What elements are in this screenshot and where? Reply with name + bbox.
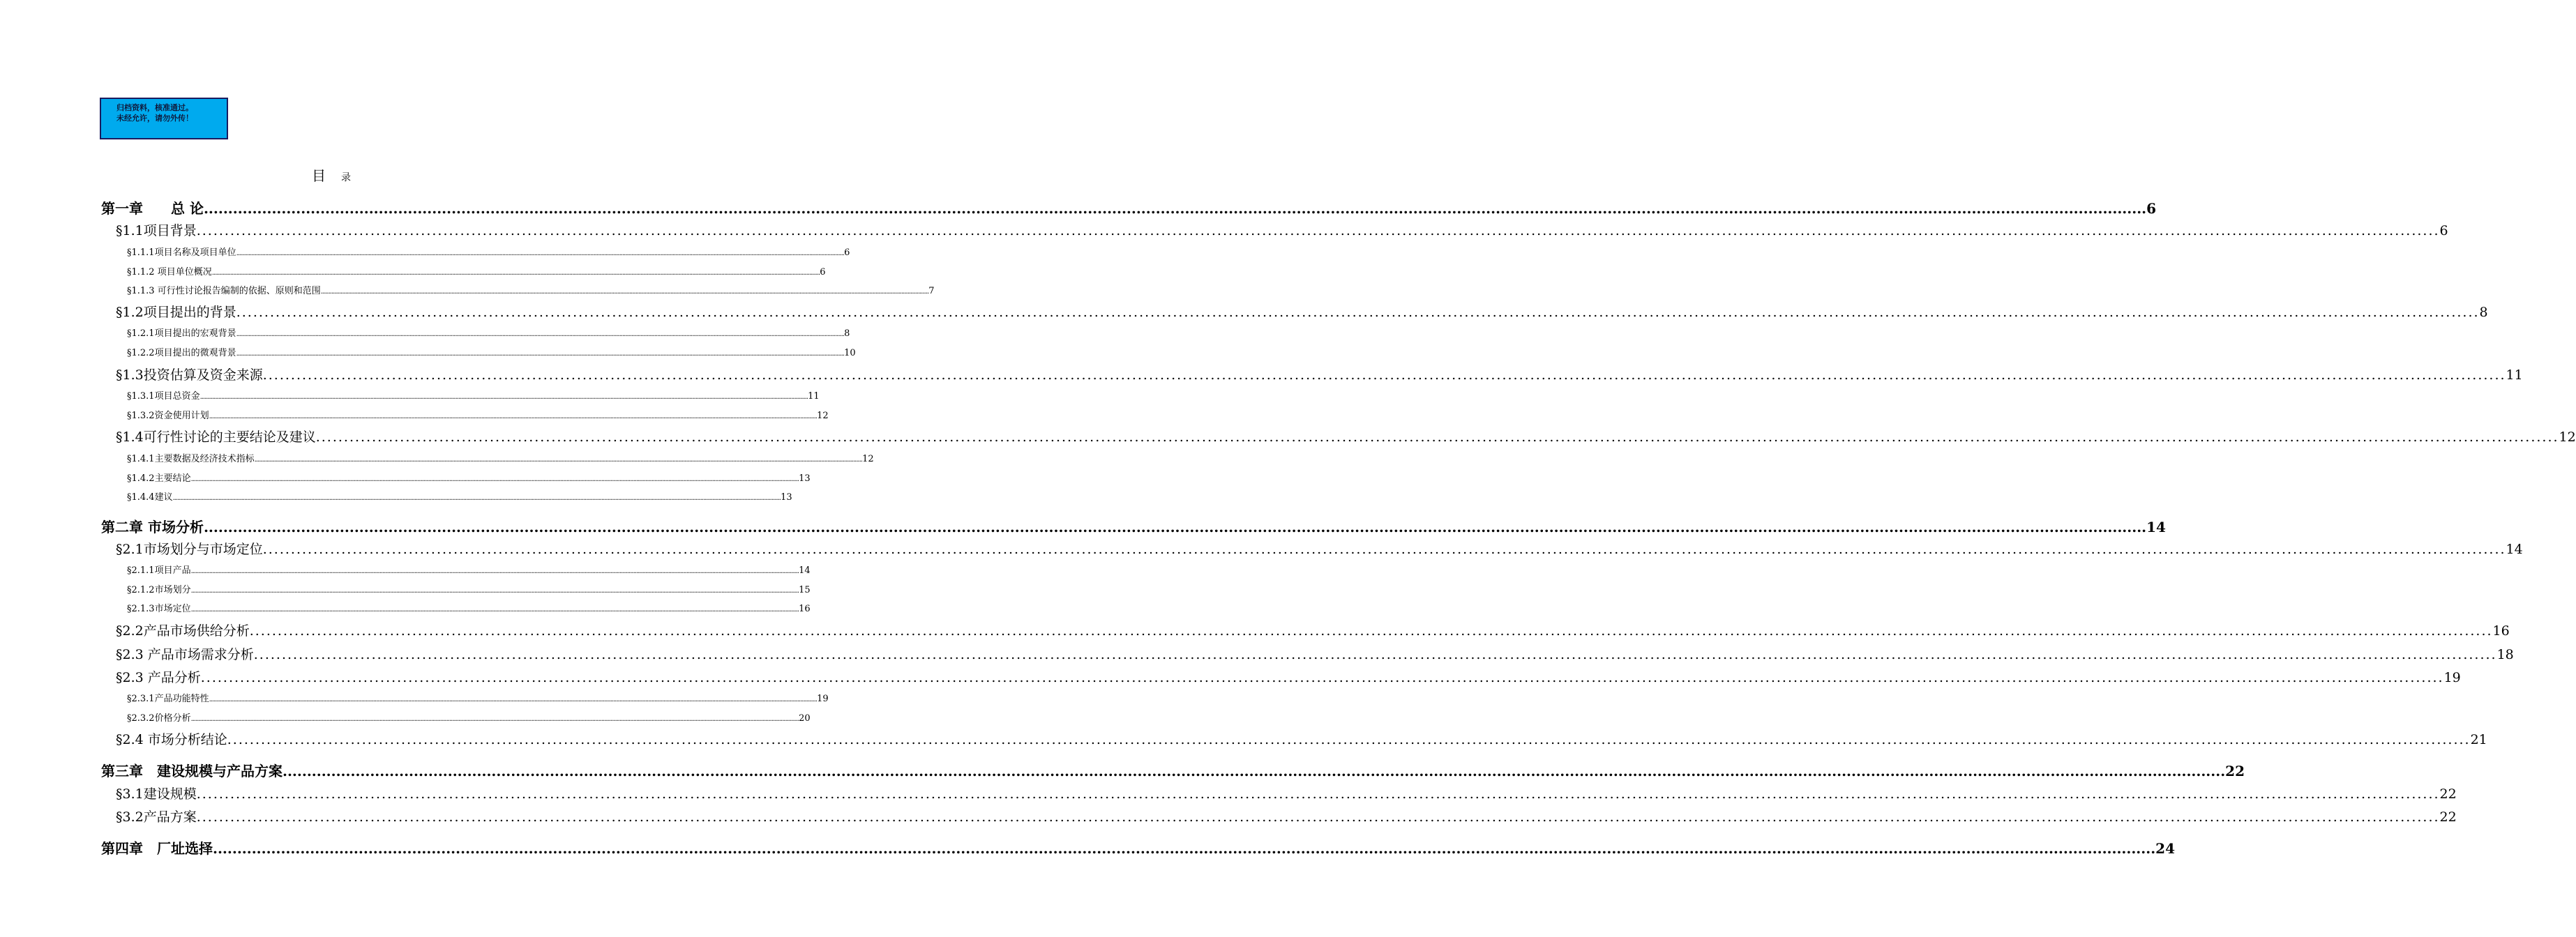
toc-entry-title: §1.3.2资金使用计划 — [127, 411, 209, 421]
toc-page-number: 12 — [817, 411, 829, 421]
toc-entry-title: §2.3.2价格分析 — [127, 713, 191, 724]
toc-dot-leader: ................................................................................................................................................................................................................................................................................................................................................................................................................ — [236, 330, 845, 338]
toc-dot-leader: ................................................................................................................................................................................................................................................................................................................................................................................................................ — [203, 519, 2147, 535]
toc-entry-title: §2.1.3市场定位 — [127, 604, 191, 614]
toc-entry-section[interactable] — [116, 539, 2523, 558]
toc-entry-sub[interactable] — [127, 326, 850, 339]
toc-dot-leader: ................................................................................................................................................................................................................................................................................................................................................................................................................ — [236, 250, 845, 257]
toc-dot-leader: ................................................................................................................................................................................................................................................................................................................................................................................................................ — [236, 350, 845, 358]
toc-dot-leader: ................................................................................................................................................................................................................................................................................................................................................................................................................ — [236, 305, 2480, 320]
toc-entry-title: §1.1.3 可行性讨论报告编制的依据、原则和范围 — [127, 286, 321, 296]
stamp-line-2: 未经允许，请勿外传！ — [116, 114, 193, 123]
toc-entry-section[interactable] — [116, 620, 2510, 639]
toc-title-char-1: 目 — [312, 167, 326, 184]
toc-entry-section[interactable] — [116, 302, 2488, 321]
toc-entry-title: §1.2.1项目提出的宏观背景 — [127, 328, 236, 339]
toc-page-number: 13 — [799, 473, 811, 484]
toc-entry-chapter[interactable] — [101, 837, 2175, 858]
toc-page-number: 11 — [808, 391, 820, 402]
toc-page-number: 6 — [820, 267, 826, 277]
toc-entry-sub[interactable] — [127, 388, 820, 402]
toc-title-char-2: 录 — [341, 172, 351, 183]
toc-entry-sub[interactable] — [127, 563, 811, 576]
toc-entry-title: §1.4可行性讨论的主要结论及建议 — [116, 429, 316, 445]
toc-entry-chapter[interactable] — [101, 197, 2157, 218]
toc-entry-title: §2.1.2市场划分 — [127, 585, 191, 595]
toc-dot-leader: ................................................................................................................................................................................................................................................................................................................................................................................................................ — [190, 606, 799, 614]
toc-dot-leader: ................................................................................................................................................................................................................................................................................................................................................................................................................ — [196, 809, 2440, 825]
toc-entry-sub[interactable] — [127, 245, 850, 258]
toc-entry-title: §1.1.2 项目单位概况 — [127, 267, 212, 277]
toc-entry-title: §1.2项目提出的背景 — [116, 305, 236, 320]
toc-dot-leader: ................................................................................................................................................................................................................................................................................................................................................................................................................ — [249, 623, 2493, 639]
toc-page-number: 12 — [862, 454, 874, 464]
toc-page-number: 6 — [844, 247, 850, 258]
toc-entry-title: §2.2产品市场供给分析 — [116, 623, 250, 639]
toc-entry-title: §2.4 市场分析结论 — [116, 732, 227, 747]
toc-dot-leader: ................................................................................................................................................................................................................................................................................................................................................................................................................ — [209, 696, 818, 703]
toc-entry-title: §2.3 产品分析 — [116, 670, 201, 685]
toc-entry-sub[interactable] — [127, 345, 856, 358]
toc-dot-leader: ................................................................................................................................................................................................................................................................................................................................................................................................................ — [262, 367, 2506, 383]
toc-dot-leader: ................................................................................................................................................................................................................................................................................................................................................................................................................ — [203, 200, 2147, 217]
toc-entry-title: §2.1市场划分与市场定位 — [116, 542, 263, 557]
toc-dot-leader: ................................................................................................................................................................................................................................................................................................................................................................................................................ — [190, 587, 799, 595]
toc-page-number: 21 — [2470, 732, 2487, 747]
toc-entry-section[interactable] — [116, 427, 2576, 445]
toc-entry-section[interactable] — [116, 220, 2448, 239]
toc-entry-sub[interactable] — [127, 710, 811, 724]
toc-entry-section[interactable] — [116, 784, 2457, 802]
toc-dot-leader: ................................................................................................................................................................................................................................................................................................................................................................................................................ — [253, 647, 2497, 662]
toc-entry-sub[interactable] — [127, 408, 829, 421]
toc-entry-title: 第三章 建设规模与产品方案 — [101, 763, 283, 779]
toc-entry-title: §1.1.1项目名称及项目单位 — [127, 247, 236, 258]
toc-entry-section[interactable] — [116, 807, 2457, 825]
toc-dot-leader: ................................................................................................................................................................................................................................................................................................................................................................................................................ — [283, 763, 2226, 779]
toc-entry-title: §2.3 产品市场需求分析 — [116, 647, 254, 662]
toc-page-number: 8 — [844, 328, 850, 339]
toc-page-number: 14 — [2146, 519, 2166, 535]
toc-entry-title: 第四章 厂址选择 — [101, 840, 213, 857]
toc-entry-title: §1.4.1主要数据及经济技术指标 — [127, 454, 255, 464]
toc-page-number: 12 — [2559, 429, 2576, 445]
toc-dot-leader: ................................................................................................................................................................................................................................................................................................................................................................................................................ — [315, 429, 2559, 445]
toc-entry-sub[interactable] — [127, 691, 829, 704]
stamp-line-1: 归档资料，核准通过。 — [116, 103, 193, 112]
toc-entry-title: §1.1项目背景 — [116, 223, 197, 238]
toc-dot-leader: ................................................................................................................................................................................................................................................................................................................................................................................................................ — [172, 494, 781, 502]
toc-dot-leader: ................................................................................................................................................................................................................................................................................................................................................................................................................ — [211, 269, 820, 277]
toc-dot-leader: ................................................................................................................................................................................................................................................................................................................................................................................................................ — [199, 393, 808, 401]
toc-entry-sub[interactable] — [127, 264, 826, 277]
toc-entry-chapter[interactable] — [101, 760, 2245, 780]
toc-entry-sub[interactable] — [127, 471, 811, 484]
toc-entry-section[interactable] — [116, 729, 2487, 748]
toc-page-number: 14 — [799, 565, 811, 576]
toc-page-number: 15 — [799, 585, 811, 595]
toc-entry-title: §3.1建设规模 — [116, 786, 197, 802]
toc-page-number: 16 — [2492, 623, 2510, 639]
toc-page-number: 20 — [799, 713, 811, 724]
toc-entry-sub[interactable] — [127, 489, 792, 503]
toc-entry-section[interactable] — [116, 365, 2523, 383]
toc-page-number: 10 — [844, 348, 856, 358]
toc-dot-leader: ................................................................................................................................................................................................................................................................................................................................................................................................................ — [227, 732, 2471, 747]
toc-page-number: 14 — [2506, 542, 2523, 557]
toc-entry-sub[interactable] — [127, 283, 935, 296]
toc-entry-section[interactable] — [116, 667, 2461, 686]
toc-page-number: 18 — [2496, 647, 2514, 662]
toc-page-number: 6 — [2439, 223, 2448, 238]
toc-page-number: 13 — [781, 492, 792, 503]
toc-entry-sub[interactable] — [127, 601, 811, 614]
toc-entry-section[interactable] — [116, 644, 2514, 663]
toc-dot-leader: ................................................................................................................................................................................................................................................................................................................................................................................................................ — [190, 567, 799, 575]
toc-dot-leader: ................................................................................................................................................................................................................................................................................................................................................................................................................ — [254, 456, 863, 464]
toc-entry-title: §3.2产品方案 — [116, 809, 197, 825]
toc-entry-title: §1.3投资估算及资金来源 — [116, 367, 263, 383]
toc-page-number: 22 — [2225, 763, 2245, 779]
toc-entry-chapter[interactable] — [101, 516, 2166, 536]
toc-entry-title: 第一章 总 论 — [101, 200, 204, 217]
toc-entry-sub[interactable] — [127, 582, 811, 595]
toc-entry-title: §1.2.2项目提出的微观背景 — [127, 348, 236, 358]
toc-page-number: 22 — [2439, 786, 2457, 802]
toc-page-number: 8 — [2479, 305, 2488, 320]
toc-page-number: 16 — [799, 604, 811, 614]
toc-entry-title: §1.4.4建议 — [127, 492, 173, 503]
toc-dot-leader: ................................................................................................................................................................................................................................................................................................................................................................................................................ — [196, 223, 2440, 238]
toc-title — [0, 165, 663, 185]
toc-entry-title: §2.1.1项目产品 — [127, 565, 191, 576]
toc-dot-leader: ................................................................................................................................................................................................................................................................................................................................................................................................................ — [213, 840, 2156, 857]
toc-page-number: 22 — [2439, 809, 2457, 825]
toc-page-number: 11 — [2506, 367, 2523, 383]
toc-dot-leader: ................................................................................................................................................................................................................................................................................................................................................................................................................ — [262, 542, 2506, 557]
toc-entry-title: 第二章 市场分析 — [101, 519, 204, 535]
toc-entry-title: §1.3.1项目总资金 — [127, 391, 200, 402]
toc-dot-leader: ................................................................................................................................................................................................................................................................................................................................................................................................................ — [190, 475, 799, 483]
toc-entry-sub[interactable] — [127, 451, 874, 464]
toc-entry-title: §2.3.1产品功能特性 — [127, 694, 209, 704]
toc-dot-leader: ................................................................................................................................................................................................................................................................................................................................................................................................................ — [196, 786, 2440, 802]
toc-page-number: 7 — [928, 286, 935, 296]
toc-page-number: 19 — [817, 694, 829, 704]
toc-dot-leader: ................................................................................................................................................................................................................................................................................................................................................................................................................ — [190, 715, 799, 723]
toc-dot-leader: ................................................................................................................................................................................................................................................................................................................................................................................................................ — [320, 288, 929, 296]
toc-dot-leader: ................................................................................................................................................................................................................................................................................................................................................................................................................ — [209, 413, 818, 420]
toc-entry-title: §1.4.2主要结论 — [127, 473, 191, 484]
archive-stamp — [100, 98, 228, 139]
toc-page-number: 6 — [2146, 200, 2157, 217]
toc-page-number: 24 — [2155, 840, 2175, 857]
toc-page-number: 19 — [2443, 670, 2461, 685]
toc-dot-leader: ................................................................................................................................................................................................................................................................................................................................................................................................................ — [200, 670, 2444, 685]
